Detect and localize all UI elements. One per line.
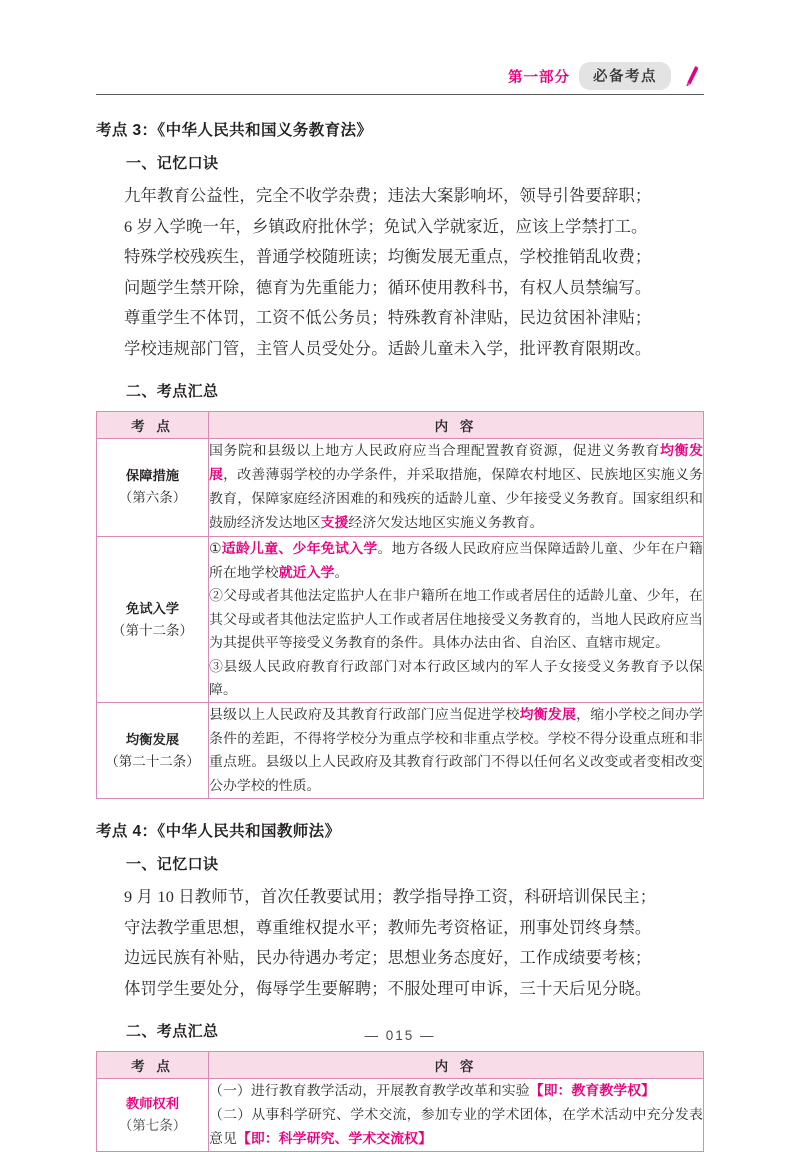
- row-point-label: [97, 703, 209, 799]
- verse-line: 边远民族有补贴，民办待遇办考定；思想业务态度好，工作成绩要考核；: [124, 948, 652, 968]
- column-header-content: 内 容: [209, 1052, 704, 1079]
- content-paragraph: [209, 439, 703, 536]
- highlighted-term: 均衡发展: [209, 442, 703, 483]
- table-body: [97, 1079, 704, 1152]
- section-heading-kaodian-3: 考点 3：《中华人民共和国义务教育法》: [96, 122, 373, 139]
- table-header-row: [97, 412, 704, 439]
- content-paragraph: [209, 1079, 703, 1103]
- table-row: [97, 536, 704, 703]
- highlighted-term: 【即：教育教学权】: [529, 1082, 656, 1099]
- content-text: ①: [209, 541, 222, 557]
- table-row: [97, 439, 704, 537]
- pencil-icon: [680, 64, 704, 88]
- subheading-memory-verse-2: 一、记忆口诀: [126, 856, 219, 874]
- highlighted-term: 均衡发展: [519, 706, 577, 723]
- highlighted-term: 就近入学: [278, 564, 335, 581]
- row-point-label: [97, 439, 209, 537]
- page-number: — 015 —: [364, 1028, 436, 1043]
- summary-table-2: [96, 1051, 704, 1152]
- content-text: 国务院和县级以上地方人民政府应当合理配置教育资源，促进义务教育: [209, 444, 660, 459]
- header-badge: 必备考点: [579, 62, 671, 90]
- row-content: [209, 703, 704, 799]
- subheading-summary-1: 二、考点汇总: [126, 383, 219, 400]
- content-text: ，缩小学校之间办学条件的差距，不得将学校分为重点学校和非重点学校。学校不得分设重点班和非重点班。县级以上人民政府及其教育行政部门不得以任何名义改变或者变相改变公办学校的性质。: [209, 708, 704, 794]
- point-article: （第十二条）: [112, 622, 193, 638]
- verse-line: 体罚学生要处分，侮辱学生要解聘；不服处理可申诉，三十天后见分晓。: [124, 978, 652, 998]
- header-divider: [96, 94, 704, 95]
- verse-line: 9 月 10 日教师节，首次任教要试用；教学指导挣工资，科研培训保民主；: [124, 887, 657, 907]
- content-text: 县级以上人民政府及其教育行政部门应当促进学校: [209, 708, 520, 724]
- content-text: （二）从事科学研究、学术交流，参加专业的学术团体，在学术活动中充分发表意见: [209, 1107, 703, 1147]
- content-text: 。: [334, 566, 349, 582]
- table-row: [97, 703, 704, 799]
- point-article: （第二十二条）: [105, 753, 200, 769]
- verse-line: 学校违规部门管，主管人员受处分。适龄儿童未入学，批评教育限期改。: [124, 338, 652, 358]
- verse-line: 九年教育公益性，完全不收学杂费；违法大案影响坏，领导引咎要辞职；: [124, 186, 652, 205]
- verse-line: 6 岁入学晚一年，乡镇政府批休学；免试入学就家近，应该上学禁打工。: [124, 216, 648, 236]
- content-paragraph: [209, 1104, 703, 1152]
- row-point-label: [97, 1079, 209, 1152]
- verse-block-1: [96, 183, 704, 362]
- content-text: ③县级人民政府教育行政部门对本行政区域内的军人子女接受义务教育予以保障。: [209, 659, 703, 699]
- content-text: 。地方各级人民政府应当保障适龄儿童、少年在户籍所在地学校: [209, 541, 703, 582]
- point-article: （第七条）: [118, 1118, 187, 1134]
- header-part-label: 第一部分: [508, 69, 570, 86]
- column-header-point: 考 点: [97, 1052, 209, 1079]
- highlighted-term: 适龄儿童、少年免试入学: [221, 539, 378, 556]
- content-paragraph: [209, 537, 703, 586]
- content-text: （一）进行教育教学活动，开展教育教学改革和实验: [209, 1084, 530, 1100]
- summary-table-1: [96, 411, 704, 799]
- subheading-memory-verse-1: 一、记忆口诀: [126, 155, 219, 172]
- row-content: [209, 1079, 704, 1152]
- content-paragraph: [209, 656, 703, 703]
- content-paragraph: [209, 703, 703, 798]
- row-point-label: [97, 536, 209, 703]
- verse-line: 尊重学生不体罚，工资不低公务员；特殊教育补津贴，民边贫困补津贴；: [124, 308, 652, 327]
- table-header-row: [97, 1052, 704, 1079]
- highlighted-term: 【即：科学研究、学术交流权】: [236, 1129, 433, 1146]
- table-row: [97, 1079, 704, 1152]
- point-article: （第六条）: [118, 490, 187, 506]
- content-text: 经济欠发达地区实施义务教育。: [348, 516, 544, 532]
- content-text: ，改善薄弱学校的办学条件，并采取措施，保障农村地区、民族地区实施义务教育，保障家庭经济困难的和残疾的适龄儿童、少年接受义务教育。国家组织和鼓励经济发达地区: [209, 468, 703, 532]
- point-name: 保障措施: [125, 468, 180, 484]
- verse-line: 特殊学校残疾生，普通学校随班读；均衡发展无重点，学校推销乱收费；: [124, 247, 652, 266]
- point-name: 均衡发展: [125, 731, 180, 747]
- row-content: [209, 536, 704, 703]
- highlighted-term: 支援: [320, 514, 349, 531]
- row-content: [209, 439, 704, 537]
- subheading-summary-2: 二、考点汇总: [126, 1023, 219, 1041]
- verse-line: 问题学生禁开除，德育为先重能力；循环使用教科书，有权人员禁编写。: [124, 277, 652, 297]
- verse-line: 守法教学重思想，尊重维权提水平；教师先考资格证，刑事处罚终身禁。: [124, 917, 652, 937]
- page-header: [96, 58, 704, 94]
- table-body: [97, 439, 704, 799]
- content-paragraph: [209, 585, 703, 655]
- content-text: ②父母或者其他法定监护人在非户籍所在地工作或者居住的适龄儿童、少年，在其父母或者其他法定监护人工作或者居住地接受义务教育的，当地人民政府应当为其提供平等接受义务教育的条件。具体办法由省、自治区、直辖市规定。: [209, 589, 703, 652]
- page-content: [96, 118, 704, 1152]
- column-header-content: 内 容: [209, 412, 704, 439]
- section-heading-kaodian-4: 考点 4：《中华人民共和国教师法》: [96, 823, 341, 841]
- column-header-point: 考 点: [97, 412, 209, 439]
- verse-block-2: [96, 884, 704, 1002]
- point-name: 教师权利: [125, 1096, 180, 1112]
- point-name: 免试入学: [125, 600, 180, 616]
